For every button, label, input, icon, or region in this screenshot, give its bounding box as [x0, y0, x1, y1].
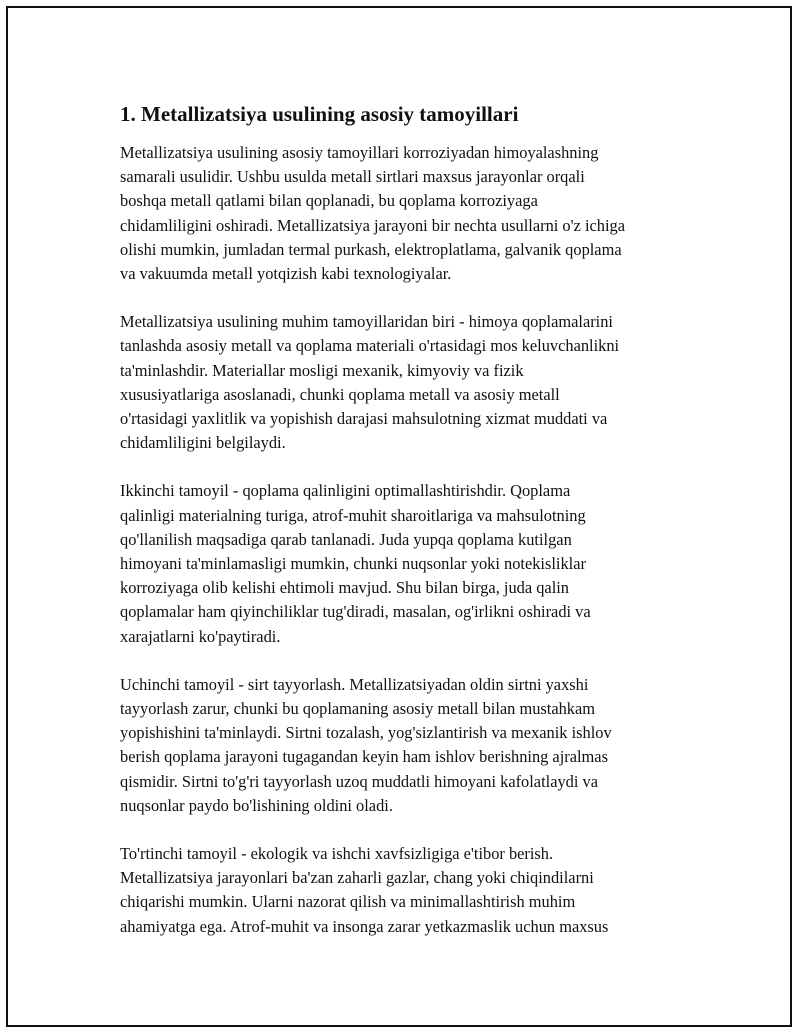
paragraph-thickness: Ikkinchi tamoyil - qoplama qalinligini optimallashtirishdir. Qoplama qalinligi materialning turiga, atrof-muhit sharoitlariga va mahsulotning qo'llanilish maqsadiga qarab tanlanadi. Juda yupqa qoplama kutilgan himoyani ta'minlamasligi mumkin, chunki nuqsonlar yoki notekisliklar korroziyaga olib kelishi ehtimoli mavjud. Shu bilan birga, juda qalin qoplamalar ham qiyinchiliklar tug'diradi, masalan, og'irlikni oshiradi va xarajatlarni ko'paytiradi. — [120, 481, 591, 646]
page-frame — [6, 6, 792, 1027]
paragraph-intro: Metallizatsiya usulining asosiy tamoyillari korroziyadan himoyalashning samarali usulidir. Ushbu usulda metall sirtlari maxsus jarayonlar orqali boshqa metall qatlami bilan qoplanadi, bu qoplama korroziyaga chidamliligini oshiradi. Metallizatsiya jarayoni bir nechta usullarni o'z ichiga olishi mumkin, jumladan termal purkash, elektroplatlama, galvanik qoplama va vakuumda metall yotqizish kabi texnologiyalar. — [120, 143, 625, 284]
paragraph-compatibility: Metallizatsiya usulining muhim tamoyillaridan biri - himoya qoplamalarini tanlashda asosiy metall va qoplama materiali o'rtasidagi mos keluvchanlikni ta'minlashdir. Materiallar mosligi mexanik, kimyoviy va fizik xususiyatlariga asoslanadi, chunki qoplama metall va asosiy metall o'rtasidagi yaxlitlik va yopishish darajasi mahsulotning xizmat muddati va chidamliligini belgilaydi. — [120, 312, 620, 453]
document-content — [120, 100, 696, 963]
paragraph-surface-prep: Uchinchi tamoyil - sirt tayyorlash. Metallizatsiyadan oldin sirtni yaxshi tayyorlash zarur, chunki bu qoplamaning asosiy metall bilan mustahkam yopishishini ta'minlaydi. Sirtni tozalash, yog'sizlantirish va mexanik ishlov berish qoplama jarayoni tugagandan keyin ham ishlov berishning ajralmas qismidir. Sirtni to'g'ri tayyorlash uzoq muddatli himoyani kafolatlaydi va nuqsonlar paydo bo'lishining oldini oladi. — [120, 674, 612, 815]
section-heading: 1. Metallizatsiya usulining asosiy tamoyillari — [120, 102, 519, 126]
paragraph-safety: To'rtinchi tamoyil - ekologik va ishchi xavfsizligiga e'tibor berish. Metallizatsiya jarayonlari ba'zan zaharli gazlar, chang yoki chiqindilarni chiqarishi mumkin. Ularni nazorat qilish va minimallashtirish muhim ahamiyatga ega. Atrof-muhit va insonga zarar yetkazmaslik uchun maxsus — [120, 844, 609, 936]
